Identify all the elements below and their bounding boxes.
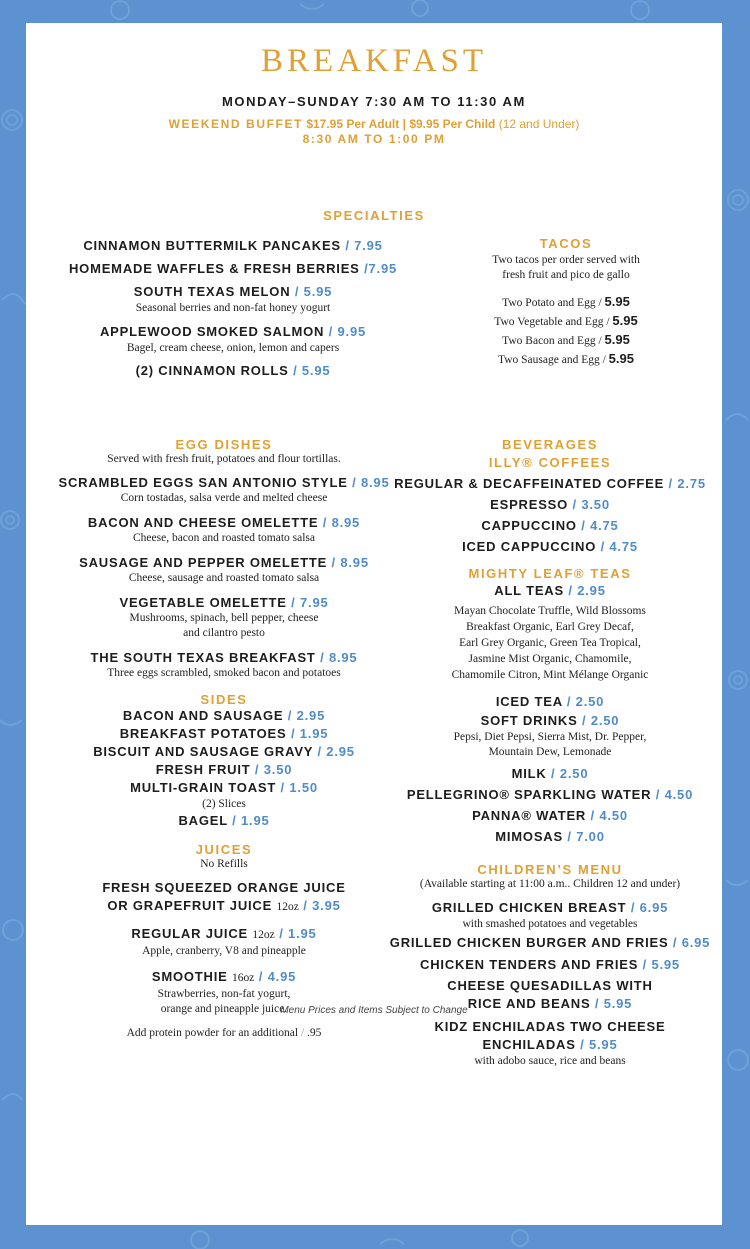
item-name: THE SOUTH TEXAS BREAKFAST [90, 650, 316, 665]
item-description: Mushrooms, spinach, bell pepper, cheese [129, 612, 319, 624]
menu-item: ICED CAPPUCCINO / 4.75 [462, 539, 638, 554]
menu-item: GRILLED CHICKEN BURGER AND FRIES / 6.95 [389, 935, 711, 950]
item-description: Bagel, cream cheese, onion, lemon and capers [126, 342, 340, 354]
item-name: ALL TEAS [494, 583, 564, 598]
item-name: Two Bacon and Egg [502, 335, 596, 347]
menu-item: SOUTH TEXAS MELON / 5.95 [133, 284, 333, 299]
sides-heading: SIDES [200, 692, 248, 707]
item-name: MULTI-GRAIN TOAST [130, 780, 277, 795]
menu-item: HOMEMADE WAFFLES & FRESH BERRIES /7.95 [68, 261, 398, 276]
buffet-hours: 8:30 AM TO 1:00 PM [302, 132, 446, 146]
item-name: ICED CAPPUCCINO [462, 539, 597, 554]
menu-item [38, 879, 410, 897]
menu-item: MIMOSAS / 7.00 [495, 829, 605, 844]
item-name: Two Sausage and Egg [498, 354, 600, 366]
buffet-child-note: (12 and Under) [498, 117, 580, 131]
specialties-list [38, 237, 428, 380]
item-price: 5.95 [303, 284, 333, 299]
item-name: SAUSAGE AND PEPPER OMELETTE [79, 555, 328, 570]
breakfast-hours [26, 94, 722, 109]
item-price: 3.50 [263, 762, 293, 777]
item-price: 1.95 [288, 926, 317, 941]
item-description: Three eggs scrambled, smoked bacon and potatoes [107, 667, 341, 679]
item-size: 12oz [276, 901, 299, 913]
item-price: 9.95 [337, 324, 367, 339]
tacos-description: Two tacos per order served with [492, 254, 640, 266]
page-title: BREAKFAST [260, 43, 488, 79]
item-name: FRESH FRUIT [155, 762, 251, 777]
item-name: CHICKEN TENDERS AND FRIES [420, 957, 639, 972]
footer-note: Menu Prices and Items Subject to Change [280, 1005, 468, 1016]
item-size: 12oz [252, 929, 275, 941]
tea-list-line: Mayan Chocolate Truffle, Wild Blossoms [454, 605, 646, 617]
item-price: 2.95 [577, 583, 606, 598]
menu-item: ALL TEAS / 2.95 [494, 583, 606, 598]
menu-item: BREAKFAST POTATOES / 1.95 [119, 726, 329, 741]
item-description: Cheese, sausage and roasted tomato salsa [128, 572, 320, 584]
item-name: ICED TEA [495, 694, 563, 709]
item-name: HOMEMADE WAFFLES & FRESH BERRIES [68, 261, 360, 276]
item-name: APPLEWOOD SMOKED SALMON [99, 324, 325, 339]
menu-item: REGULAR & DECAFFEINATED COFFEE / 2.75 [394, 476, 706, 491]
item-description: Pepsi, Diet Pepsi, Sierra Mist, Dr. Pepper, [453, 731, 647, 743]
item-name: PELLEGRINO® SPARKLING WATER [406, 787, 652, 802]
protein-text: Add protein powder for an additional [126, 1027, 299, 1039]
tacos-description-2: fresh fruit and pico de gallo [502, 269, 630, 281]
menu-item: Two Bacon and Egg / 5.95 [502, 332, 630, 347]
item-name: PANNA® WATER [472, 808, 587, 823]
menu-item: SAUSAGE AND PEPPER OMELETTE / 8.95 [79, 555, 369, 570]
item-description: Apple, cranberry, V8 and pineapple [142, 945, 306, 957]
item-price: 1.95 [241, 813, 270, 828]
item-price: 6.95 [681, 935, 711, 950]
item-price: 7.95 [300, 595, 329, 610]
buffet-label: WEEKEND BUFFET [168, 117, 303, 131]
item-name: Two Vegetable and Egg [494, 316, 604, 328]
item-price: 3.50 [581, 497, 610, 512]
item-price: 5.95 [604, 294, 630, 309]
item-name: CINNAMON BUTTERMILK PANCAKES [83, 238, 341, 253]
item-name: FRESH SQUEEZED ORANGE JUICE [102, 880, 346, 895]
item-name: CAPPUCCINO [481, 518, 577, 533]
item-price: 5.95 [651, 957, 680, 972]
item-price: 2.50 [559, 766, 589, 781]
item-name: BACON AND CHEESE OMELETTE [87, 515, 319, 530]
menu-item: CINNAMON BUTTERMILK PANCAKES / 7.95 [83, 238, 383, 253]
item-price: 2.75 [677, 476, 706, 491]
item-price: 8.95 [360, 475, 390, 490]
item-price: 8.95 [340, 555, 369, 570]
tea-list-line: Breakfast Organic, Earl Grey Decaf, [466, 621, 634, 633]
tea-heading: MIGHTY LEAF® TEAS [468, 566, 632, 581]
item-name: REGULAR & DECAFFEINATED COFFEE [394, 476, 665, 491]
item-price: 2.95 [326, 744, 355, 759]
tea-list-line: Chamomile Citron, Mint Mélange Organic [451, 669, 649, 681]
menu-item: Two Vegetable and Egg / 5.95 [494, 313, 638, 328]
item-name: ENCHILADAS [482, 1037, 576, 1052]
menu-item: (2) CINNAMON ROLLS / 5.95 [135, 363, 331, 378]
item-name: BACON AND SAUSAGE [122, 708, 284, 723]
buffet-child-price: $9.95 Per Child [409, 117, 496, 131]
item-price: 2.50 [590, 713, 620, 728]
menu-card [26, 23, 722, 1225]
item-name: SOUTH TEXAS MELON [133, 284, 291, 299]
item-name: CHEESE QUESADILLAS WITH [447, 978, 653, 993]
menu-item: BACON AND SAUSAGE / 2.95 [122, 708, 326, 723]
menu-item: CHICKEN TENDERS AND FRIES / 5.95 [420, 957, 680, 972]
item-size: 16oz [232, 972, 255, 984]
tacos-section [416, 236, 716, 369]
item-name: GRILLED CHICKEN BREAST [431, 900, 627, 915]
menu-item: BACON AND CHEESE OMELETTE / 8.95 [87, 515, 361, 530]
item-description: with adobo sauce, rice and beans [474, 1055, 626, 1067]
menu-item [382, 1018, 718, 1036]
item-name: SCRAMBLED EGGS SAN ANTONIO STYLE [58, 475, 348, 490]
item-description: Corn tostadas, salsa verde and melted cheese [120, 492, 328, 504]
item-name: MIMOSAS [495, 829, 563, 844]
item-price: 5.95 [301, 363, 331, 378]
menu-item: BISCUIT AND SAUSAGE GRAVY / 2.95 [93, 744, 355, 759]
menu-item: SOFT DRINKS / 2.50 [480, 713, 620, 728]
item-price: 1.95 [299, 726, 329, 741]
menu-item: MILK / 2.50 [511, 766, 589, 781]
item-description: with smashed potatoes and vegetables [462, 918, 638, 930]
item-price: 5.95 [603, 996, 633, 1011]
item-name: SOFT DRINKS [480, 713, 578, 728]
menu-item: PELLEGRINO® SPARKLING WATER / 4.50 [406, 787, 694, 802]
item-name: MILK [511, 766, 547, 781]
item-price: 7.00 [576, 829, 605, 844]
hours-text: MONDAY–SUNDAY 7:30 AM TO 11:30 AM [222, 94, 526, 109]
item-price: 8.95 [331, 515, 361, 530]
item-price: 2.95 [296, 708, 326, 723]
buffet-adult-price: $17.95 Per Adult [306, 117, 400, 131]
beverages-heading: BEVERAGES [501, 437, 599, 452]
protein-note: Add protein powder for an additional / .95 [126, 1027, 322, 1039]
item-name: Two Potato and Egg [502, 297, 596, 309]
menu-item: SMOOTHIE 16oz / 4.95 [151, 969, 297, 984]
item-description: (2) Slices [202, 798, 246, 810]
item-name: VEGETABLE OMELETTE [119, 595, 287, 610]
buffet-divider: | [402, 117, 406, 131]
egg-dishes-note: Served with fresh fruit, potatoes and flour tortillas. [107, 453, 341, 465]
menu-item: OR GRAPEFRUIT JUICE 12oz / 3.95 [107, 898, 341, 913]
item-name: REGULAR JUICE [131, 926, 248, 941]
item-price: 6.95 [639, 900, 669, 915]
menu-item: BAGEL / 1.95 [178, 813, 270, 828]
menu-item: ENCHILADAS / 5.95 [482, 1037, 618, 1052]
menu-item: VEGETABLE OMELETTE / 7.95 [119, 595, 329, 610]
item-name: ESPRESSO [490, 497, 569, 512]
menu-item: THE SOUTH TEXAS BREAKFAST / 8.95 [90, 650, 358, 665]
item-description-2: orange and pineapple juice. [160, 1003, 288, 1015]
menu-item: ESPRESSO / 3.50 [490, 497, 610, 512]
item-price: 5.95 [588, 1037, 618, 1052]
item-price: 7.95 [368, 261, 398, 276]
juices-note: No Refills [200, 858, 248, 870]
menu-item: SCRAMBLED EGGS SAN ANTONIO STYLE / 8.95 [58, 475, 390, 490]
protein-price: .95 [307, 1027, 322, 1039]
specialties-heading: SPECIALTIES [323, 208, 425, 223]
menu-item: RICE AND BEANS / 5.95 [467, 996, 633, 1011]
item-price: 4.75 [590, 518, 619, 533]
item-name: (2) CINNAMON ROLLS [135, 363, 289, 378]
tacos-heading: TACOS [539, 236, 593, 251]
menu-item: REGULAR JUICE 12oz / 1.95 [131, 926, 317, 941]
menu-item: Two Sausage and Egg / 5.95 [498, 351, 634, 366]
item-description-2: and cilantro pesto [183, 627, 265, 639]
item-price: 5.95 [604, 332, 630, 347]
item-price: 8.95 [328, 650, 358, 665]
item-description: Seasonal berries and non-fat honey yogurt [135, 302, 331, 314]
childrens-menu-note: (Available starting at 11:00 a.m.. Children 12 and under) [419, 878, 681, 890]
menu-item: GRILLED CHICKEN BREAST / 6.95 [431, 900, 669, 915]
menu-item: PANNA® WATER / 4.50 [472, 808, 628, 823]
coffee-heading: ILLY® COFFEES [488, 455, 612, 470]
item-price: 1.50 [289, 780, 318, 795]
menu-item: FRESH FRUIT / 3.50 [155, 762, 293, 777]
menu-item: Two Potato and Egg / 5.95 [502, 294, 630, 309]
item-price: 5.95 [608, 351, 634, 366]
item-name: BREAKFAST POTATOES [119, 726, 287, 741]
item-name: OR GRAPEFRUIT JUICE [107, 898, 273, 913]
item-name: BAGEL [178, 813, 228, 828]
egg-dishes-heading: EGG DISHES [175, 437, 273, 452]
menu-item [382, 977, 718, 995]
menu-item: CAPPUCCINO / 4.75 [481, 518, 619, 533]
item-name: GRILLED CHICKEN BURGER AND FRIES [389, 935, 669, 950]
item-name: BISCUIT AND SAUSAGE GRAVY [93, 744, 314, 759]
item-price: 7.95 [354, 238, 383, 253]
item-price: 2.50 [575, 694, 605, 709]
item-name: RICE AND BEANS [467, 996, 591, 1011]
item-description: Cheese, bacon and roasted tomato salsa [132, 532, 316, 544]
beverages-section [382, 437, 718, 1069]
juices-heading: JUICES [195, 842, 253, 857]
menu-item: MULTI-GRAIN TOAST / 1.50 [130, 780, 318, 795]
tea-list-line: Jasmine Mist Organic, Chamomile, [468, 653, 632, 665]
tea-list-line: Earl Grey Organic, Green Tea Tropical, [459, 637, 641, 649]
item-price: 5.95 [612, 313, 638, 328]
item-description-2: Mountain Dew, Lemonade [488, 746, 612, 758]
egg-dishes-section [38, 437, 410, 1041]
weekend-buffet [26, 117, 722, 147]
item-price: 3.95 [312, 898, 341, 913]
menu-item: ICED TEA / 2.50 [495, 694, 605, 709]
item-description: Strawberries, non-fat yogurt, [157, 988, 291, 1000]
item-name: KIDZ ENCHILADAS TWO CHEESE [434, 1019, 666, 1034]
menu-item: APPLEWOOD SMOKED SALMON / 9.95 [99, 324, 367, 339]
item-price: 4.75 [609, 539, 638, 554]
item-price: 4.50 [599, 808, 628, 823]
childrens-menu-heading: CHILDREN’S MENU [477, 862, 623, 877]
item-name: SMOOTHIE [151, 969, 228, 984]
item-price: 4.95 [267, 969, 297, 984]
item-price: 4.50 [664, 787, 694, 802]
